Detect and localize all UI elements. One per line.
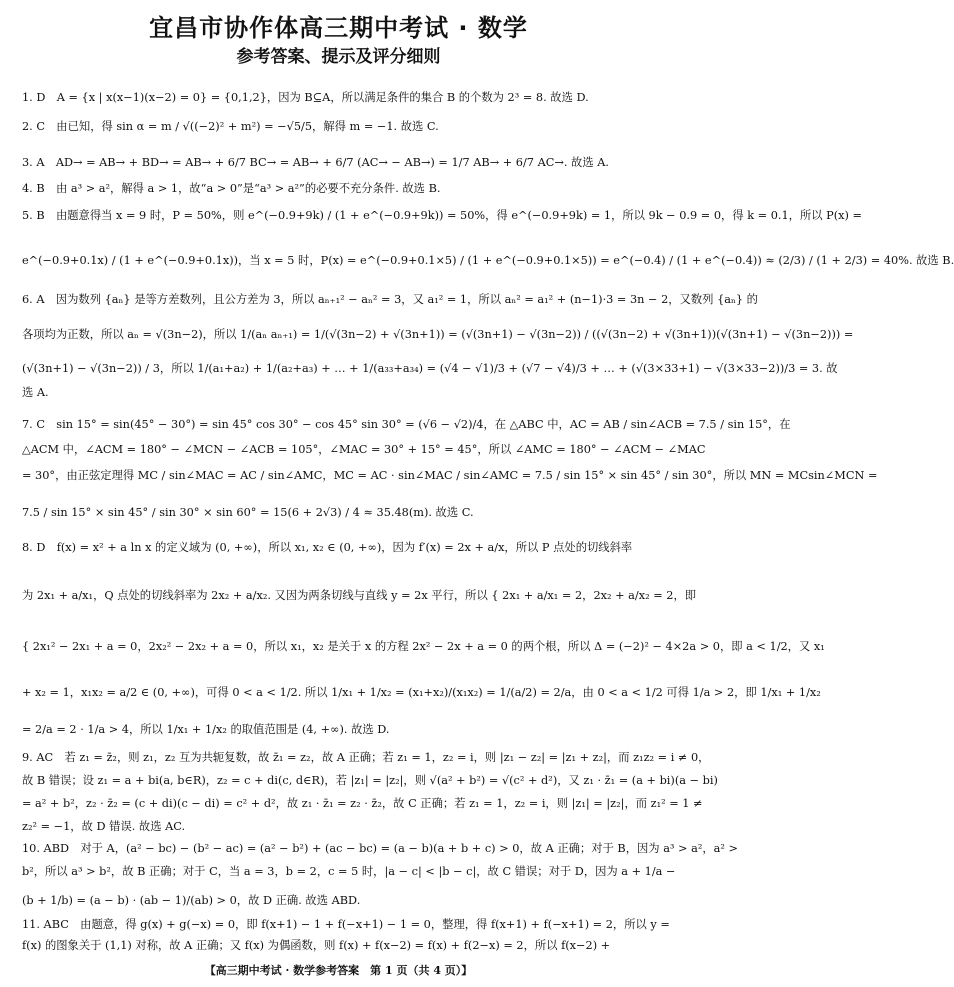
answer-9-line-3: = a² + b²，z₂ · z̄₂ = (c + di)(c − di) = c² + d²，故 z₁ · z̄₁ = z₂ · z̄₂，故 C 正确；若 z₁ = 1，z₂ = i，则 |z₁| = |z₂|，而 z₁² = 1 ≠ xyxy=(22,797,703,810)
answer-7-line-4: 7.5 / sin 15° × sin 45° / sin 30° × sin 60° = 15(6 + 2√3) / 4 ≈ 35.48(m). 故选 C. xyxy=(22,506,474,519)
answer-6-line-3: (√(3n+1) − √(3n−2)) / 3，所以 1/(a₁+a₂) + 1/(a₂+a₃) + … + 1/(a₃₃+a₃₄) = (√4 − √1)/3 + (√7 − √4)/3 + … + (√(3×33+1) − √(3×33−2))/3 = 3. 故 xyxy=(22,362,838,375)
answer-10-line-3: (b + 1/b) = (a − b) · (ab − 1)/(ab) > 0，故 D 正确. 故选 ABD. xyxy=(22,894,361,907)
answer-7-line-2: △ACM 中，∠ACM = 180° − ∠MCN − ∠ACB = 105°，∠MAC = 30° + 15° = 45°，所以 ∠AMC = 180° − ∠ACM − ∠MAC xyxy=(22,443,706,456)
answer-9-line-1: 9. AC 若 z₁ = z̄₂，则 z₁，z₂ 互为共轭复数，故 z̄₁ = z₂，故 A 正确；若 z₁ = 1，z₂ = i，则 |z₁ − z₂| = |z₁ + z₂|，而 z₁z₂ = i ≠ 0， xyxy=(22,751,710,764)
answer-6-line-1: 6. A 因为数列 {aₙ} 是等方差数列，且公方差为 3，所以 aₙ₊₁² − aₙ² = 3，又 a₁² = 1，所以 aₙ² = a₁² + (n−1)·3 = 3n − 2，又数列 {aₙ} 的 xyxy=(22,293,758,306)
answer-11-line-2: f(x) 的图象关于 (1,1) 对称，故 A 正确；又 f(x) 为偶函数，则 f(x) + f(x−2) = f(x) + f(2−x) = 2，所以 f(x−2) + xyxy=(22,939,611,952)
answer-6-line-2: 各项均为正数，所以 aₙ = √(3n−2)，所以 1/(aₙ aₙ₊₁) = 1/(√(3n−2) + √(3n+1)) = (√(3n+1) − √(3n−2)) / ((√(3n−2) + √(3n+1))(√(3n+1) − √(3n−2))) = xyxy=(22,328,854,341)
answer-7-line-3: = 30°，由正弦定理得 MC / sin∠MAC = AC / sin∠AMC，MC = AC · sin∠MAC / sin∠AMC = 7.5 / sin 15° × sin 45° / sin 30°，所以 MN = MCsin∠MCN = xyxy=(22,469,878,482)
answer-8-line-1: 8. D f(x) = x² + a ln x 的定义域为 (0, +∞)，所以 x₁, x₂ ∈ (0, +∞)，因为 f′(x) = 2x + a/x，所以 P 点处的切线斜率 xyxy=(22,541,633,554)
answer-7-line-1: 7. C sin 15° = sin(45° − 30°) = sin 45° cos 30° − cos 45° sin 30° = (√6 − √2)/4，在 △ABC 中，AC = AB / sin∠ACB = 7.5 / sin 15°，在 xyxy=(22,418,791,431)
answer-5-line-1: 5. B 由题意得当 x = 9 时，P = 50%，则 e^(−0.9+9k) / (1 + e^(−0.9+9k)) = 50%，得 e^(−0.9+9k) = 1，所以 9k − 0.9 = 0，得 k = 0.1，所以 P(x) = xyxy=(22,209,863,222)
page-footer: 【高三期中考试 · 数学参考答案 第 1 页（共 4 页）】 xyxy=(204,964,473,977)
answer-6-line-4: 选 A. xyxy=(22,386,49,399)
answer-5-line-2: e^(−0.9+0.1x) / (1 + e^(−0.9+0.1x))，当 x = 5 时，P(x) = e^(−0.9+0.1×5) / (1 + e^(−0.9+0.1×5)) = e^(−0.4) / (1 + e^(−0.4)) ≈ (2/3) / (1 + 2/3) = 40%. 故选 B. xyxy=(22,254,954,267)
answer-3-line-1: 3. A AD→ = AB→ + BD→ = AB→ + 6/7 BC→ = AB→ + 6/7 (AC→ − AB→) = 1/7 AB→ + 6/7 AC→. 故选 A. xyxy=(22,156,609,169)
answer-8-line-3: { 2x₁² − 2x₁ + a = 0，2x₂² − 2x₂ + a = 0，所以 x₁，x₂ 是关于 x 的方程 2x² − 2x + a = 0 的两个根，所以 Δ = (−2)² − 4×2a > 0，即 a < 1/2，又 x₁ xyxy=(22,640,825,653)
page-subtitle: 参考答案、提示及评分细则 xyxy=(236,47,441,67)
answer-8-line-5: = 2/a = 2 · 1/a > 4，所以 1/x₁ + 1/x₂ 的取值范围是 (4, +∞). 故选 D. xyxy=(22,723,390,736)
answer-2-line-1: 2. C 由已知，得 sin α = m / √((−2)² + m²) = −√5/5，解得 m = −1. 故选 C. xyxy=(22,120,439,133)
answer-4-line-1: 4. B 由 a³ > a²，解得 a > 1，故“a > 0”是“a³ > a²”的必要不充分条件. 故选 B. xyxy=(22,182,441,195)
answer-11-line-1: 11. ABC 由题意，得 g(x) + g(−x) = 0，即 f(x+1) − 1 + f(−x+1) − 1 = 0，整理，得 f(x+1) + f(−x+1) = 2，所以 y = xyxy=(22,918,670,931)
answer-10-line-1: 10. ABD 对于 A，(a² − bc) − (b² − ac) = (a² − b²) + (ac − bc) = (a − b)(a + b + c) > 0，故 A 正确；对于 B，因为 a³ > a²，a² > xyxy=(22,842,738,855)
answer-8-line-4: + x₂ = 1，x₁x₂ = a/2 ∈ (0, +∞)，可得 0 < a < 1/2. 所以 1/x₁ + 1/x₂ = (x₁+x₂)/(x₁x₂) = 1/(a/2) = 2/a，由 0 < a < 1/2 可得 1/a > 2，即 1/x₁ + 1/x₂ xyxy=(22,686,821,699)
answer-9-line-4: z₂² = −1，故 D 错误. 故选 AC. xyxy=(22,820,186,833)
answer-1-line-1: 1. D A = {x | x(x−1)(x−2) = 0} = {0,1,2}，因为 B⊆A，所以满足条件的集合 B 的个数为 2³ = 8. 故选 D. xyxy=(22,91,589,104)
answer-9-line-2: 故 B 错误；设 z₁ = a + bi(a, b∈R)，z₂ = c + di(c, d∈R)，若 |z₁| = |z₂|，则 √(a² + b²) = √(c² + d²)，又 z₁ · z̄₁ = (a + bi)(a − bi) xyxy=(22,774,718,787)
answer-10-line-2: b²，所以 a³ > b²，故 B 正确；对于 C，当 a = 3，b = 2，c = 5 时，|a − c| < |b − c|，故 C 错误；对于 D，因为 a + 1/a − xyxy=(22,865,676,878)
page-title: 宜昌市协作体高三期中考试 · 数学 xyxy=(149,14,528,42)
answer-8-line-2: 为 2x₁ + a/x₁，Q 点处的切线斜率为 2x₂ + a/x₂. 又因为两条切线与直线 y = 2x 平行，所以 { 2x₁ + a/x₁ = 2，2x₂ + a/x₂ = 2，即 xyxy=(22,589,697,602)
